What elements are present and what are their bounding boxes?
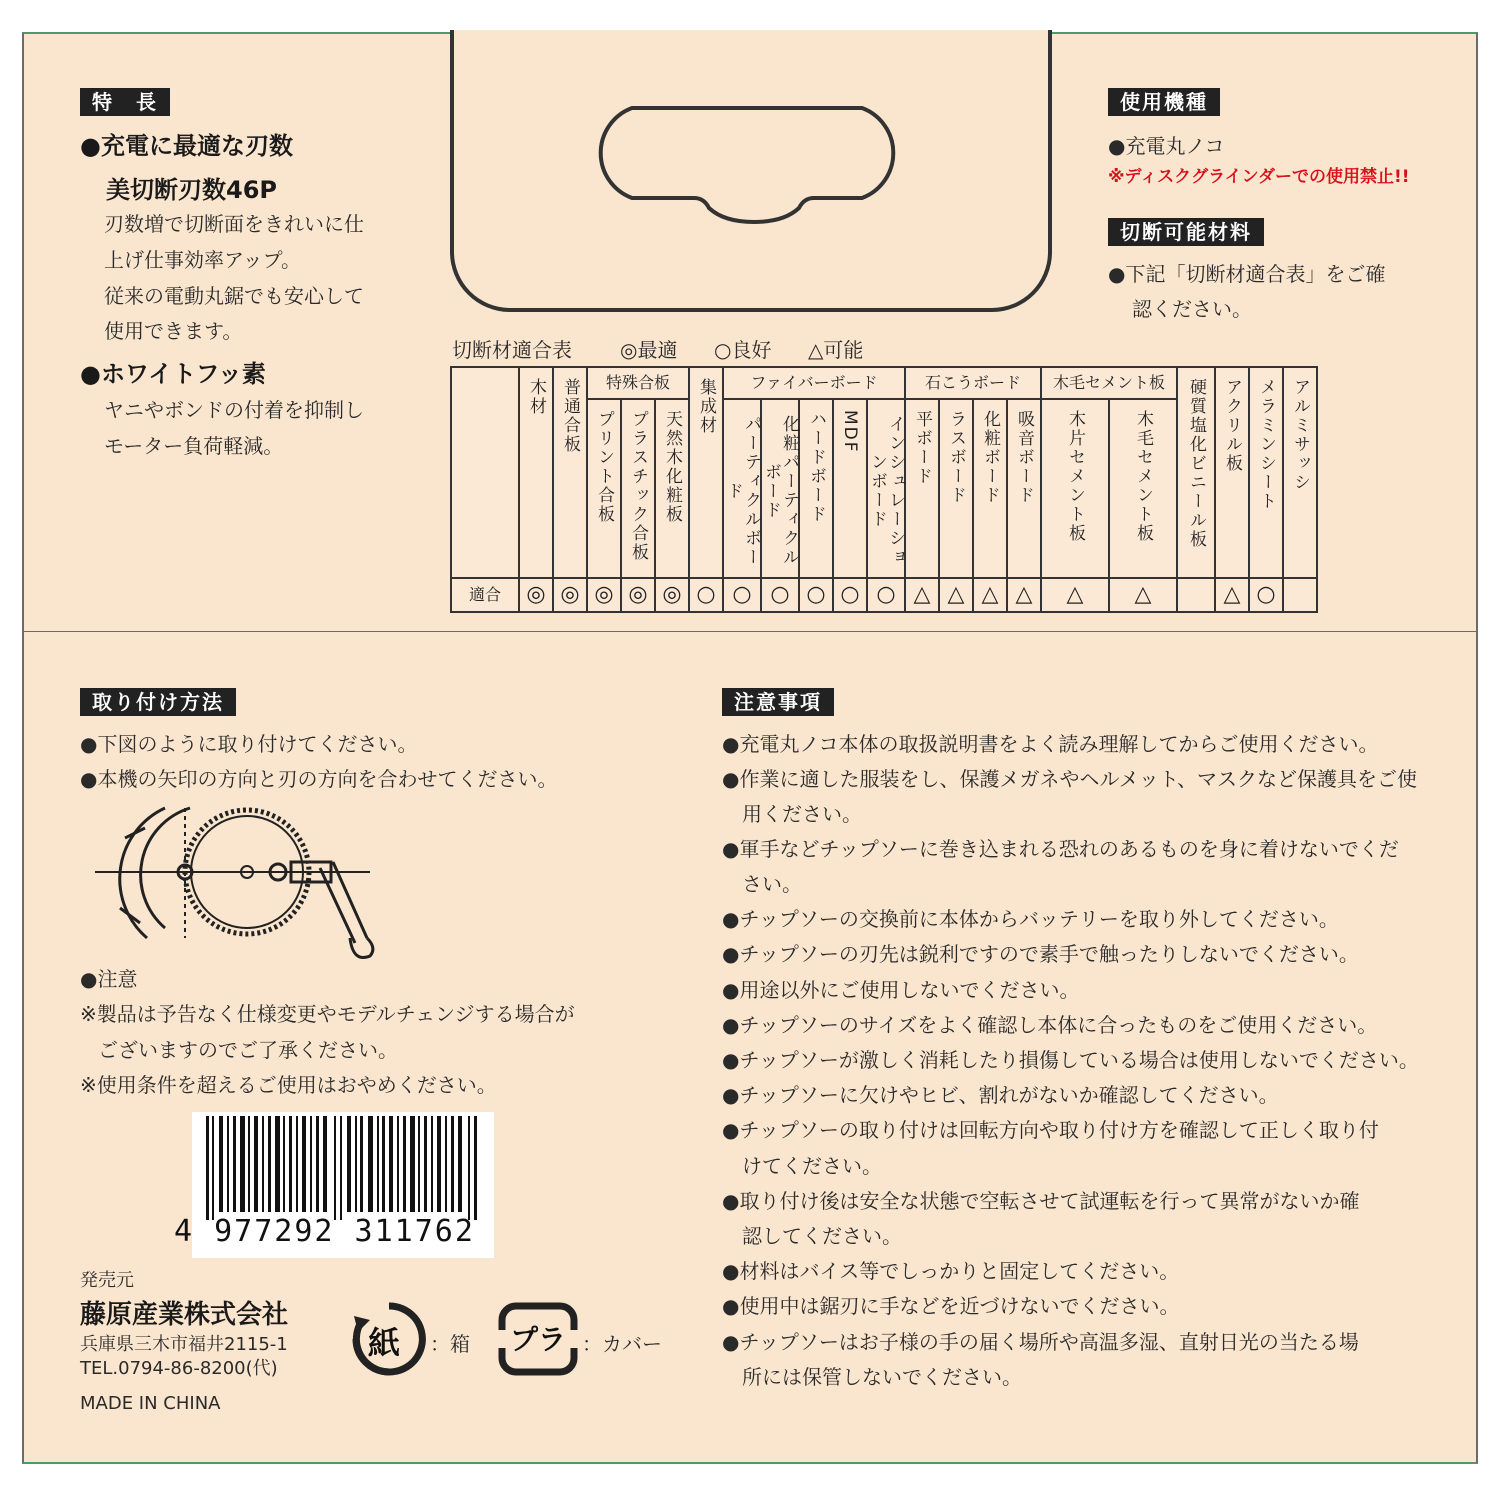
rating-cell: ○ [1249,578,1283,612]
col-header: 集成材 [689,367,723,578]
col-header: 化粧パーティクルボード [761,399,799,578]
caution-text: ※使用条件を超えるご使用はおやめください。 [80,1073,497,1097]
group-header-cement: 木毛セメント板 [1041,367,1177,399]
hanger-hole-graphic [454,30,1048,312]
notes-line: ●チップソーの取り付けは回転方向や取り付け方を確認して正しく取り付 [722,1118,1379,1142]
notes-tag: 注意事項 [722,688,834,716]
rating-cell: ◎ [655,578,689,612]
rating-cell: ○ [799,578,833,612]
col-header: ラスボード [939,399,973,578]
notes-line: ●材料はバイス等でしっかりと固定してください。 [722,1259,1180,1283]
col-header: アルミサッシ [1283,367,1317,578]
feature-text: 上げ仕事効率アップ。 [104,248,301,272]
materials-text: ●下記「切断材適合表」をご確 [1108,262,1386,286]
install-diagram [95,798,385,968]
notes-line: ●チップソーに欠けやヒビ、割れがないか確認してください。 [722,1083,1279,1107]
install-text: ●本機の矢印の方向と刃の方向を合わせてください。 [80,767,558,791]
usage-warning: ※ディスクグラインダーでの使用禁止!! [1108,167,1410,187]
plastic-label: ：カバー [582,1332,662,1356]
paper-mark: 紙 [368,1324,401,1362]
rating-cell: △ [905,578,939,612]
material-table [450,366,1318,613]
caution-text: ※製品は予告なく仕様変更やモデルチェンジする場合が [80,1002,575,1026]
notes-line: ●チップソーはお子様の手の届く場所や高温多湿、直射日光の当たる場 [722,1330,1359,1354]
col-header: プラスチック合板 [621,399,655,578]
table-title: 切断材適合表 [452,338,572,362]
paper-label: ：箱 [430,1332,470,1356]
rating-cell: △ [1215,578,1249,612]
col-header: 天然木化粧板 [655,399,689,578]
rating-cell: △ [1109,578,1177,612]
notes-line: ●充電丸ノコ本体の取扱説明書をよく読み理解してからご使用ください。 [722,732,1379,756]
feature-teeth-count: 美切断刃数46P [106,176,277,204]
rating-cell: ○ [833,578,867,612]
feature-text: 使用できます。 [104,319,243,343]
made-in: MADE IN CHINA [80,1393,221,1414]
rating-cell: ○ [723,578,761,612]
materials-tag: 切断可能材料 [1108,218,1264,246]
notes-line: さい。 [722,872,802,896]
plastic-mark: プラ [510,1323,567,1356]
materials-text: 認ください。 [1132,297,1252,321]
legend-good: ○良好 [714,338,772,362]
rating-cell: ◎ [519,578,553,612]
col-header: アクリル板 [1215,367,1249,578]
notes-line: ●使用中は鋸刃に手などを近づけないでください。 [722,1294,1180,1318]
col-header: メラミンシート [1249,367,1283,578]
notes-line: ●作業に適した服装をし、保護メガネやヘルメット、マスクなど保護具をご使 [722,767,1418,791]
col-header: 吸音ボード [1007,399,1041,578]
feature-heading-teeth: ●充電に最適な刃数 [80,132,293,160]
col-header: MDF [833,399,867,578]
col-header: パーティクルボード [723,399,761,578]
install-text: ●下図のように取り付けてください。 [80,732,418,756]
barcode [174,1112,494,1258]
notes-line: ●チップソーが激しく消耗したり損傷している場合は使用しないでください。 [722,1048,1419,1072]
rating-cell: △ [973,578,1007,612]
legend-best: ◎最適 [620,338,678,362]
legend-ok: △可能 [808,338,864,362]
seller-address: 兵庫県三木市福井2115-1 [80,1334,288,1355]
install-tag: 取り付け方法 [80,688,236,716]
rating-cell [1177,578,1215,612]
seller-label: 発売元 [80,1270,134,1291]
rating-cell: ○ [689,578,723,612]
col-header: ハードボード [799,399,833,578]
rating-cell: △ [939,578,973,612]
col-header: 木片セメント板 [1041,399,1109,578]
group-header-special: 特殊合板 [587,367,689,399]
col-header: インシュレーションボード [867,399,905,578]
notes-line: 所には保管しないでください。 [722,1365,1022,1389]
feature-text: 刃数増で切断面をきれいに仕 [104,212,364,236]
notes-line: ●チップソーの刃先は鋭利ですので素手で触ったりしないでください。 [722,942,1359,966]
rating-cell: ○ [761,578,799,612]
notes-line: ●軍手などチップソーに巻き込まれる恐れのあるものを身に着けないでくだ [722,837,1399,861]
row-label: 適合 [451,578,519,612]
col-header: 化粧ボード [973,399,1007,578]
seller-tel: TEL.0794-86-8200(代) [80,1358,278,1379]
notes-line: 認してください。 [722,1224,902,1248]
notes-line: けてください。 [722,1154,882,1178]
caution-heading: ●注意 [80,967,138,991]
col-header: プリント合板 [587,399,621,578]
feature-text: モーター負荷軽減。 [104,434,284,458]
usage-tag: 使用機種 [1108,88,1220,116]
features-tag: 特 長 [80,88,170,116]
feature-heading-fluorine: ●ホワイトフッ素 [80,360,266,388]
col-header: 木毛セメント板 [1109,399,1177,578]
rating-cell: △ [1007,578,1041,612]
rating-cell: ◎ [553,578,587,612]
notes-line: 用ください。 [722,802,862,826]
group-header-fiber: ファイバーボード [723,367,905,399]
rating-cell: ◎ [587,578,621,612]
feature-text: 従来の電動丸鋸でも安心して [104,284,364,308]
seller-company: 藤原産業株式会社 [80,1300,289,1330]
barcode-bars [192,1116,494,1226]
notes-line: ●用途以外にご使用しないでください。 [722,978,1080,1002]
hanger-outline [450,30,1052,312]
feature-text: ヤニやボンドの付着を抑制し [104,398,364,422]
notes-line: ●取り付け後は安全な状態で空転させて試運転を行って異常がないか確 [722,1189,1360,1213]
col-header: 普通合板 [553,367,587,578]
caution-text: ございますのでご了承ください。 [98,1038,398,1062]
rating-cell [1283,578,1317,612]
barcode-number: 4 977292 311762 [174,1214,475,1249]
col-header: 平ボード [905,399,939,578]
group-header-gypsum: 石こうボード [905,367,1041,399]
col-header: 硬質塩化ビニール板 [1177,367,1215,578]
col-header: 木材 [519,367,553,578]
notes-line: ●チップソーのサイズをよく確認し本体に合ったものをご使用ください。 [722,1013,1378,1037]
usage-item: ●充電丸ノコ [1108,134,1225,158]
notes-line: ●チップソーの交換前に本体からバッテリーを取り外してください。 [722,907,1339,931]
rating-cell: △ [1041,578,1109,612]
table-corner [451,367,519,578]
rating-cell: ○ [867,578,905,612]
rating-cell: ◎ [621,578,655,612]
